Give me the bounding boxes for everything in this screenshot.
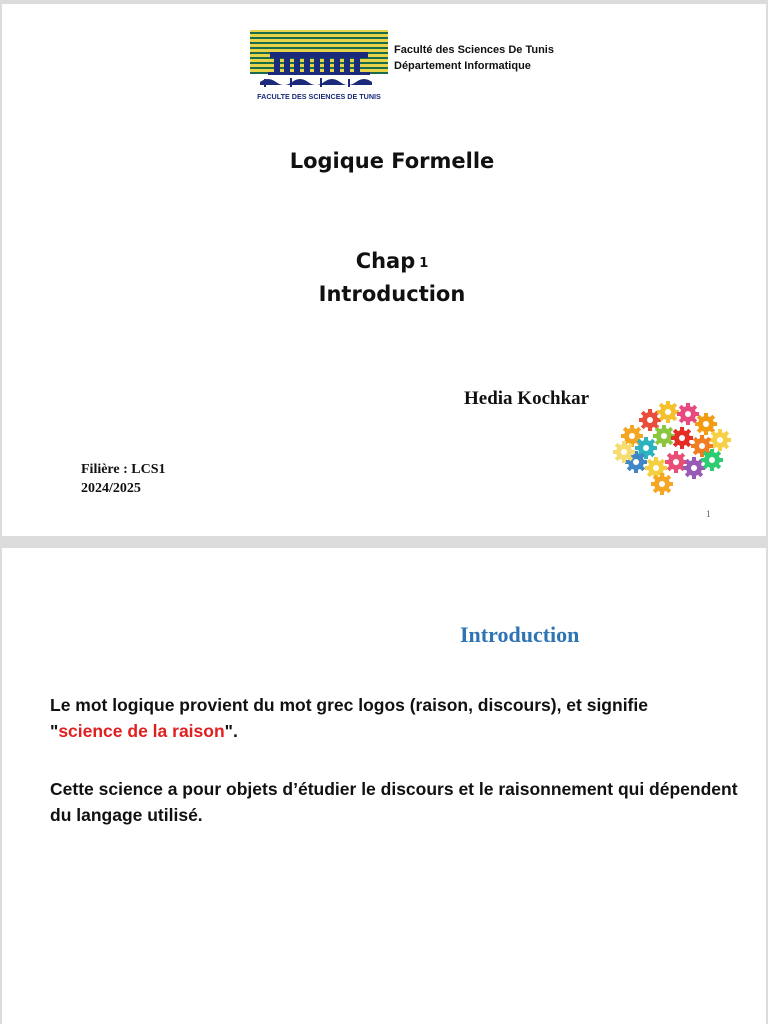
quote-close: ". — [224, 721, 238, 741]
chapter-line — [8, 249, 766, 273]
highlight-text: science de la raison — [58, 721, 225, 741]
paragraph-1 — [50, 692, 750, 744]
logo-caption: FACULTE DES SCIENCES DE TUNIS — [257, 92, 381, 101]
academic-year: 2024/2025 — [81, 481, 141, 496]
slide-2 — [2, 548, 766, 1024]
faculty-logo — [250, 30, 388, 102]
quote-open: " — [50, 721, 59, 741]
chapter-number: 1 — [419, 256, 429, 271]
slide-1 — [2, 4, 766, 536]
paragraph-2: Cette science a pour objets d’étudier le discours et le raisonnement qui dépendent du langage utilisé. — [50, 779, 738, 825]
author-name: Hedia Kochkar — [464, 388, 590, 409]
institution-name: Faculté des Sciences De Tunis — [394, 44, 554, 56]
gear-brain-icon — [606, 396, 740, 500]
course-meta — [81, 460, 166, 498]
course-title: Logique Formelle — [289, 149, 495, 173]
slide-heading: Introduction — [460, 622, 580, 647]
filiere-label: Filière : LCS1 — [81, 462, 166, 477]
department-name: Département Informatique — [394, 60, 531, 72]
chapter-label: Chap — [355, 249, 416, 273]
paragraph-1-text: Le mot logique provient du mot grec logos (raison, discours), et signifie — [50, 695, 648, 715]
chapter-title: Introduction — [318, 282, 466, 306]
institution-block — [394, 42, 594, 74]
page-number: 1 — [706, 509, 711, 519]
